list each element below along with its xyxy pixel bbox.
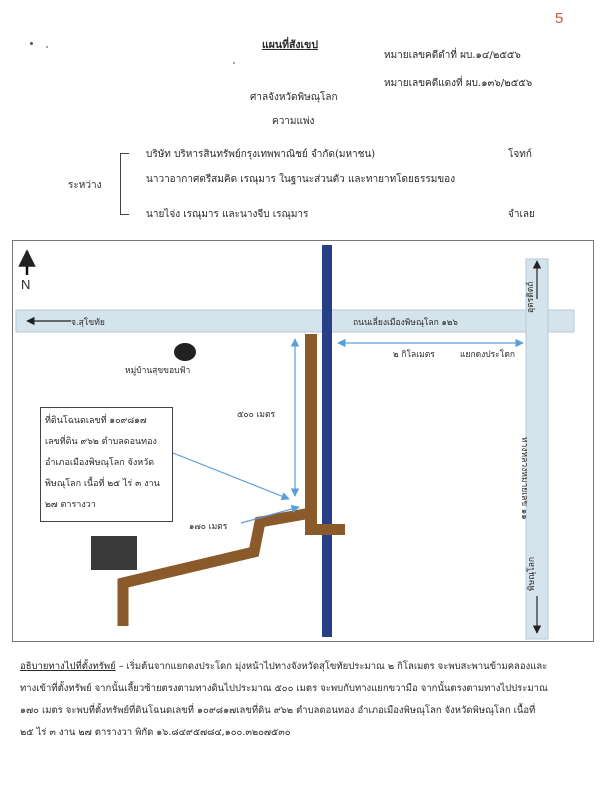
court-name: ศาลจังหวัดพิษณุโลก (250, 92, 338, 103)
to-phitsanulok-label: พิษณุโลก (527, 556, 537, 591)
directions-paragraph (20, 656, 594, 744)
box-pointer (173, 453, 289, 499)
defendants-name: นายไจ่ง เรณุมาร และนางจีบ เรณุมาร (146, 209, 309, 220)
location-map (12, 240, 594, 642)
to-uttaradit-label: อุตรดิตถ์ (526, 281, 536, 313)
red-case-number: หมายเลขคดีแดงที่ ผบ.๑๓๖/๒๕๕๖ (384, 78, 533, 89)
directions-line: – เริ่มต้นจากแยกดงประโดก มุ่งหน้าไปทางจังหวัดสุโขทัยประมาณ ๒ กิโลเมตร จะพบสะพานข้ามคลองและ (115, 661, 548, 672)
scan-speck (233, 62, 235, 64)
highway-11-label: ทางหลวงหมายเลข ๑๑ (519, 437, 529, 520)
dirt-road-vertical (305, 334, 317, 534)
property-marker (91, 536, 137, 570)
party-bracket (120, 153, 129, 215)
property-info-box (40, 407, 173, 522)
document-title: แผนที่สังเขป (262, 39, 318, 51)
property-info-line: เลขที่ดิน ๙๖๒ ตำบลดอนทอง (45, 437, 157, 447)
directions-heading: อธิบายทางไปที่ตั้งทรัพย์ (20, 661, 116, 672)
village-label: หมู่บ้านสุขขอบฟ้า (125, 366, 191, 376)
scan-speck (46, 46, 48, 48)
property-info-line: ๒๗ ตารางวา (45, 500, 96, 510)
intersection-label: แยกดงประโดก (460, 350, 516, 360)
village-marker (174, 343, 196, 361)
black-case-number: หมายเลขคดีดำที่ ผบ.๑๔/๒๕๕๖ (384, 50, 521, 61)
to-sukhothai-label: จ.สุโขทัย (71, 318, 105, 328)
canal (322, 245, 332, 637)
one-seventy-m-label: ๑๗๐ เมตร (189, 522, 228, 532)
plaintiff-name: บริษัท บริหารสินทรัพย์กรุงเทพพาณิชย์ จำกัด(มหาชน) (146, 149, 376, 160)
property-info-line: ที่ดินโฉนดเลขที่ ๑๐๙๘๑๗ (45, 416, 147, 426)
directions-line: ๑๗๐ เมตร จะพบที่ตั้งทรัพย์ที่ดินโฉนดเลขที่ ๑๐๙๘๑๗เลขที่ดิน ๙๖๒ ตำบลดอนทอง อำเภอเมืองพิษณุโลก จังหวัดพิษณุโลก เนื้อที่ (20, 705, 536, 716)
directions-line: ๒๕ ไร่ ๓ งาน ๒๗ ตารางวา พิกัด ๑๖.๘๔๙๕๗๘๔,๑๐๐.๓๒๐๗๕๓๐ (20, 727, 291, 738)
between-label: ระหว่าง (68, 180, 102, 191)
property-info-line: พิษณุโลก เนื้อที่ ๒๕ ไร่ ๓ งาน (45, 479, 160, 489)
defendant-role: จำเลย (508, 209, 535, 220)
five-hundred-m-label: ๕๐๐ เมตร (237, 410, 276, 420)
two-km-label: ๒ กิโลเมตร (393, 350, 435, 360)
party-middle-line: นาวาอากาศตรีสมคิด เรณุมาร ในฐานะส่วนตัว และทายาทโดยธรรมของ (146, 174, 456, 185)
case-type: ความแพ่ง (272, 116, 315, 127)
property-info-line: อำเภอเมืองพิษณุโลก จังหวัด (45, 458, 155, 468)
scan-speck (30, 42, 33, 45)
plaintiff-role: โจทก์ (508, 149, 532, 160)
dirt-road-bridge (305, 524, 345, 535)
page-number: 5 (555, 10, 564, 27)
bypass-road-label: ถนนเลี่ยงเมืองพิษณุโลก ๑๒๖ (353, 318, 458, 328)
north-label: N (21, 277, 31, 292)
directions-line: ทางเข้าที่ตั้งทรัพย์ จากนั้นเลี้ยวซ้ายตรงตามทางดินไปประมาณ ๕๐๐ เมตร จะพบกับทางแยกขวามือ จากนั้นตรงตามทางไปประมาณ (20, 683, 548, 694)
